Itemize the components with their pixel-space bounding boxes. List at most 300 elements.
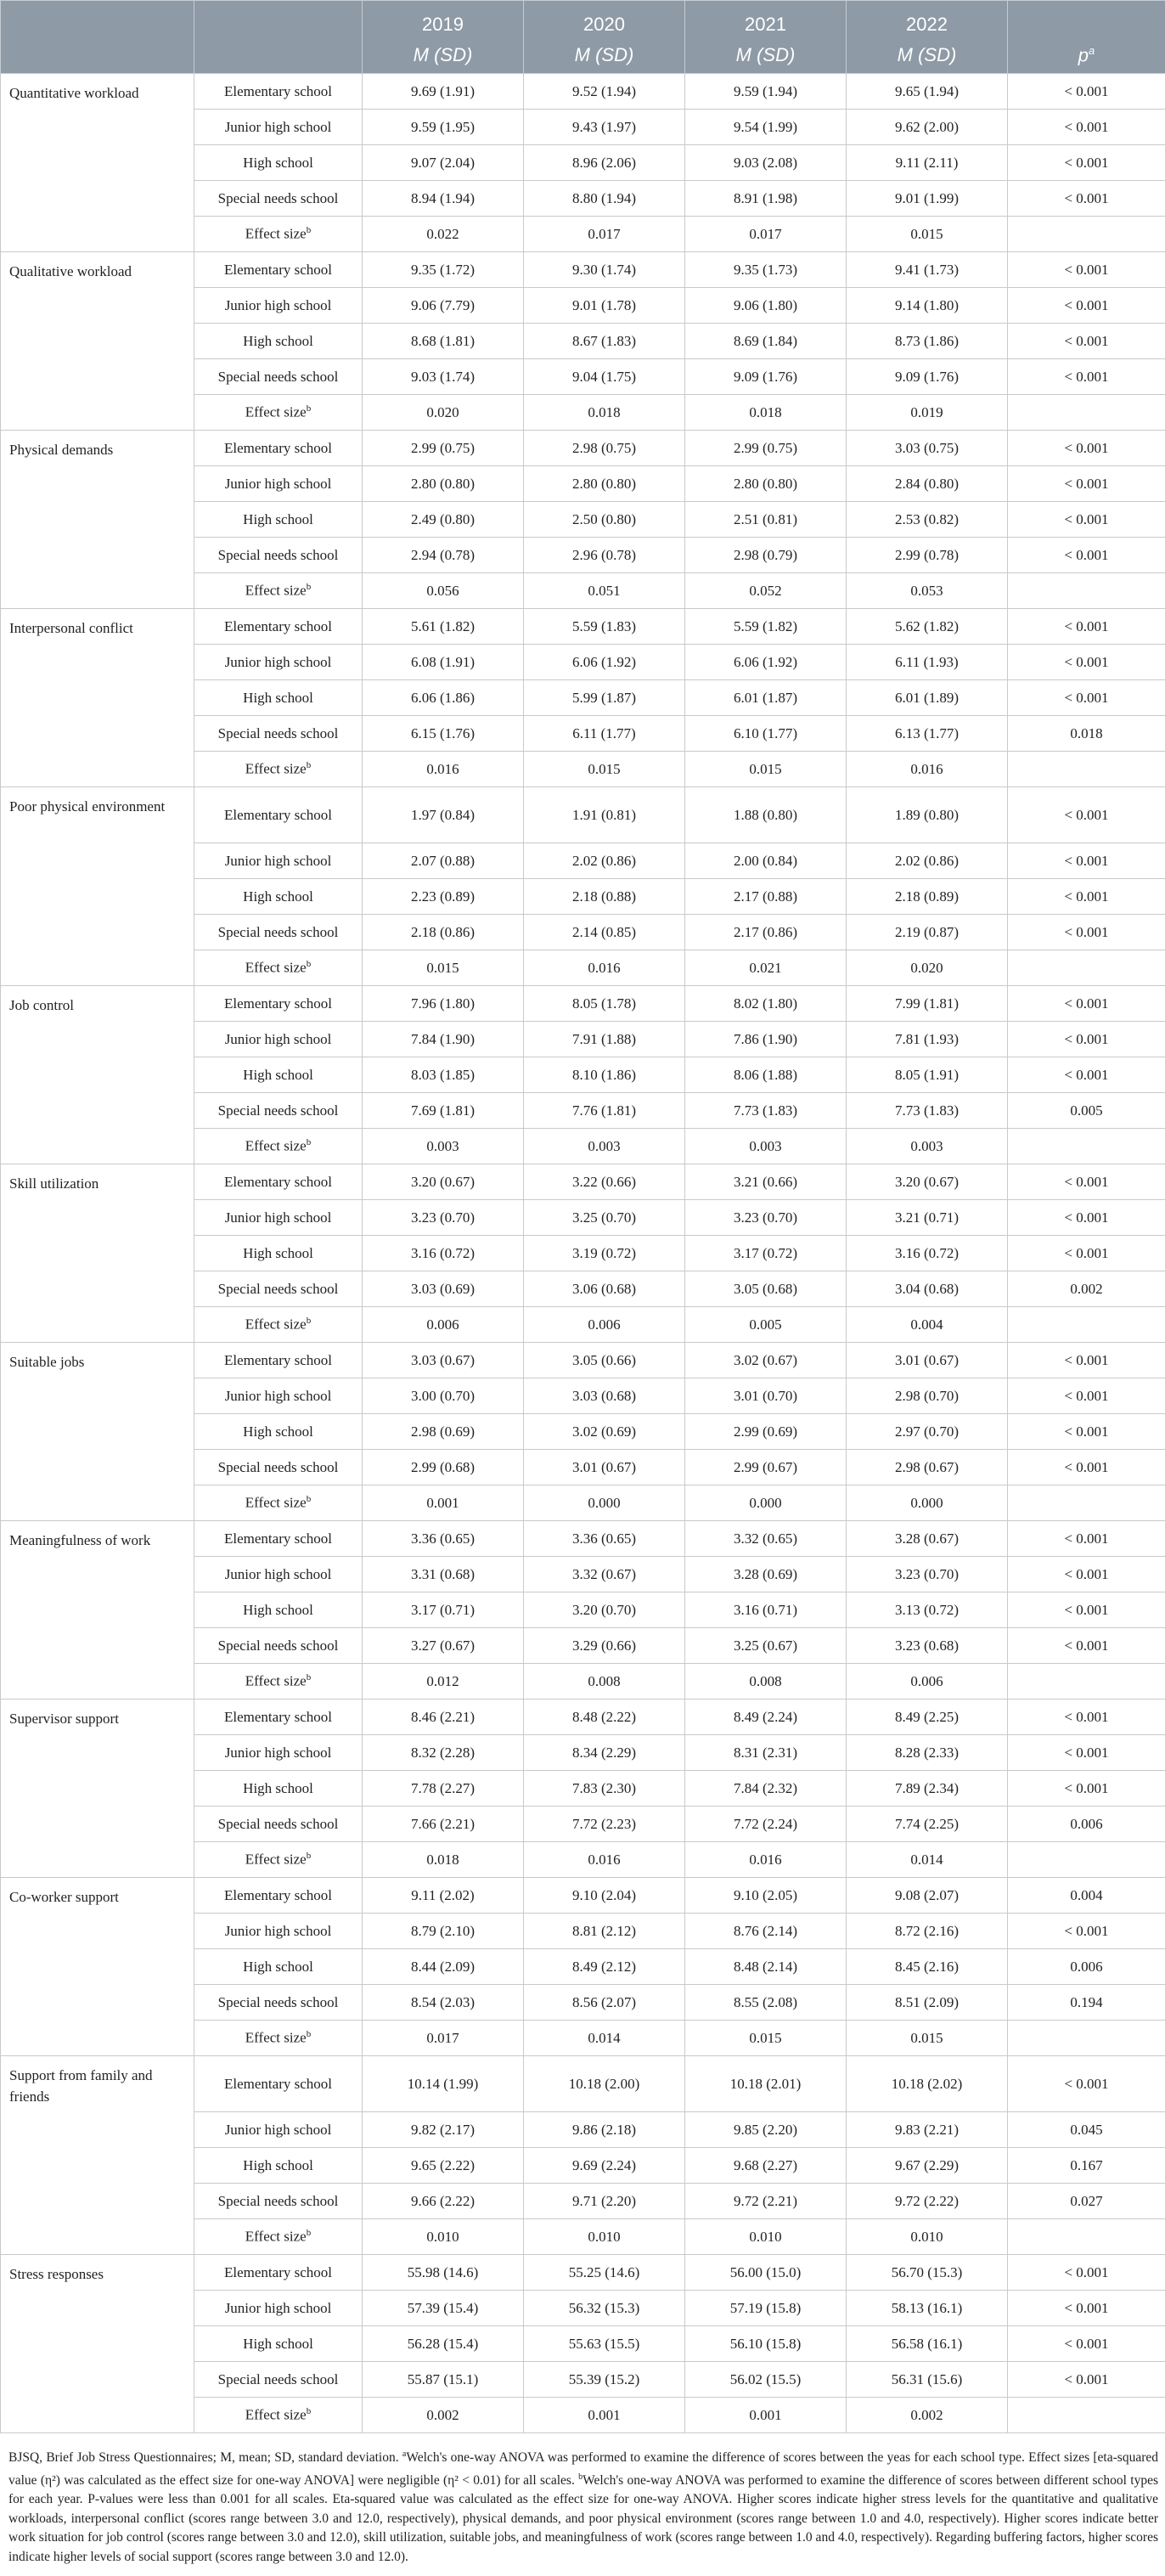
effect-size-cell: 0.017 [685,217,847,252]
effect-size-text: Effect size [245,1672,307,1689]
mean-sd-cell: 2.80 (0.80) [524,466,685,502]
school-type: Special needs school [194,716,363,752]
mean-sd-cell: 8.76 (2.14) [685,1914,847,1949]
school-type: Elementary school [194,1343,363,1378]
school-type: Elementary school [194,1878,363,1914]
header-blank [1008,1,1165,38]
header-blank [1,37,194,74]
scale-name: Support from family and friends [1,2056,194,2255]
mean-sd-cell: 8.10 (1.86) [524,1057,685,1093]
mean-sd-cell: 10.18 (2.01) [685,2056,847,2112]
empty-cell [1008,1842,1165,1878]
footnote-b: Welch's one-way ANOVA was performed to examine the difference of scores between different school types for each year. P-values were less than 0.001 for all scales. Eta-squared value was calculated as the effect size for one-way ANOVA. Higher scores indicate higher stress levels for the quantitative and qualitative workloads, interpersonal conflict (scores range between 3.0 and 12.0, respectively), physical demands, and poor physical environment (scores range between 1.0 and 4.0, respectively). Higher scores indicate better work situation for job control (scores range between 3.0 and 12.0), skill utilization, suitable jobs, and meaningfulness of work (scores range between 1.0 and 4.0, respectively). Regarding buffering factors, higher scores indicate higher levels of social support (scores range between 3.0 and 12.0). [8,2472,1158,2564]
mean-sd-cell: 2.07 (0.88) [363,843,524,879]
mean-sd-cell: 2.99 (0.75) [685,431,847,466]
p-value-cell: < 0.001 [1008,252,1165,288]
mean-sd-cell: 8.80 (1.94) [524,181,685,217]
mean-sd-cell: 8.68 (1.81) [363,324,524,359]
p-value-cell: < 0.001 [1008,110,1165,145]
mean-sd-cell: 8.31 (2.31) [685,1735,847,1771]
mean-sd-cell: 7.84 (1.90) [363,1022,524,1057]
mean-sd-cell: 5.99 (1.87) [524,680,685,716]
mean-sd-cell: 8.67 (1.83) [524,324,685,359]
mean-sd-cell: 3.05 (0.66) [524,1343,685,1378]
mean-sd-cell: 56.28 (15.4) [363,2326,524,2362]
school-type: Special needs school [194,1628,363,1664]
mean-sd-cell: 2.97 (0.70) [847,1414,1008,1450]
mean-sd-cell: 8.72 (2.16) [847,1914,1008,1949]
scale-name: Poor physical environment [1,787,194,986]
table-footnote [0,2433,1165,2567]
mean-sd-cell: 8.94 (1.94) [363,181,524,217]
mean-sd-cell: 1.88 (0.80) [685,787,847,843]
mean-sd-cell: 9.09 (1.76) [847,359,1008,395]
school-type: High school [194,1771,363,1807]
mean-sd-cell: 9.14 (1.80) [847,288,1008,324]
p-value-cell: < 0.001 [1008,1164,1165,1200]
mean-sd-cell: 2.51 (0.81) [685,502,847,538]
header-year: 2021 [685,1,847,38]
effect-size-label [194,2398,363,2433]
mean-sd-cell: 3.01 (0.67) [524,1450,685,1485]
school-type: High school [194,502,363,538]
effect-size-cell: 0.020 [847,950,1008,986]
mean-sd-cell: 55.39 (15.2) [524,2362,685,2398]
mean-sd-cell: 9.59 (1.94) [685,74,847,110]
mean-sd-cell: 9.11 (2.11) [847,145,1008,181]
mean-sd-cell: 6.01 (1.87) [685,680,847,716]
mean-sd-cell: 3.28 (0.69) [685,1557,847,1592]
mean-sd-cell: 2.23 (0.89) [363,879,524,915]
mean-sd-cell: 9.03 (1.74) [363,359,524,395]
school-type: Junior high school [194,110,363,145]
mean-sd-cell: 3.02 (0.69) [524,1414,685,1450]
school-type: Elementary school [194,1521,363,1557]
mean-sd-cell: 9.82 (2.17) [363,2112,524,2148]
p-value-cell: 0.006 [1008,1949,1165,1985]
mean-sd-cell: 2.00 (0.84) [685,843,847,879]
effect-size-sup: b [306,582,312,593]
school-type: Special needs school [194,915,363,950]
effect-size-sup: b [306,760,312,771]
effect-size-text: Effect size [245,582,307,599]
school-type: Elementary school [194,2255,363,2291]
effect-size-cell: 0.015 [847,2021,1008,2056]
mean-sd-cell: 8.55 (2.08) [685,1985,847,2021]
p-value-cell: < 0.001 [1008,2326,1165,2362]
p-value-cell: < 0.001 [1008,986,1165,1022]
effect-size-text: Effect size [245,2029,307,2046]
mean-sd-cell: 9.69 (1.91) [363,74,524,110]
effect-size-cell: 0.056 [363,573,524,609]
mean-sd-cell: 3.03 (0.68) [524,1378,685,1414]
mean-sd-cell: 56.70 (15.3) [847,2255,1008,2291]
table-row [1,787,1165,843]
effect-size-label [194,752,363,787]
mean-sd-cell: 2.19 (0.87) [847,915,1008,950]
mean-sd-cell: 3.16 (0.72) [363,1236,524,1271]
mean-sd-cell: 9.83 (2.21) [847,2112,1008,2148]
effect-size-cell: 0.022 [363,217,524,252]
mean-sd-cell: 9.85 (2.20) [685,2112,847,2148]
mean-sd-cell: 7.66 (2.21) [363,1807,524,1842]
effect-size-cell: 0.006 [524,1307,685,1343]
effect-size-sup: b [306,225,312,236]
school-type: Elementary school [194,986,363,1022]
mean-sd-cell: 9.52 (1.94) [524,74,685,110]
mean-sd-cell: 3.21 (0.66) [685,1164,847,1200]
scale-name: Qualitative workload [1,252,194,431]
school-type: High school [194,680,363,716]
mean-sd-cell: 9.06 (7.79) [363,288,524,324]
effect-size-label [194,1664,363,1699]
school-type: Junior high school [194,1735,363,1771]
mean-sd-cell: 9.06 (1.80) [685,288,847,324]
effect-size-cell: 0.015 [685,2021,847,2056]
scale-name: Supervisor support [1,1699,194,1878]
school-type: Junior high school [194,2291,363,2326]
effect-size-cell: 0.021 [685,950,847,986]
mean-sd-cell: 9.35 (1.73) [685,252,847,288]
mean-sd-cell: 6.11 (1.93) [847,645,1008,680]
mean-sd-cell: 3.29 (0.66) [524,1628,685,1664]
p-value-cell: < 0.001 [1008,359,1165,395]
p-value-cell: < 0.001 [1008,1343,1165,1378]
mean-sd-cell: 6.08 (1.91) [363,645,524,680]
effect-size-sup: b [306,2228,312,2239]
mean-sd-cell: 7.72 (2.23) [524,1807,685,1842]
mean-sd-cell: 8.96 (2.06) [524,145,685,181]
mean-sd-cell: 7.69 (1.81) [363,1093,524,1129]
header-p [1008,37,1165,74]
effect-size-label [194,1307,363,1343]
school-type: Special needs school [194,2184,363,2219]
mean-sd-cell: 8.44 (2.09) [363,1949,524,1985]
p-value-cell: < 0.001 [1008,1200,1165,1236]
mean-sd-cell: 3.25 (0.67) [685,1628,847,1664]
school-type: Special needs school [194,1807,363,1842]
mean-sd-cell: 10.14 (1.99) [363,2056,524,2112]
mean-sd-cell: 3.31 (0.68) [363,1557,524,1592]
scale-name: Quantitative workload [1,74,194,252]
effect-size-cell: 0.006 [847,1664,1008,1699]
effect-size-sup: b [306,2029,312,2040]
mean-sd-cell: 1.91 (0.81) [524,787,685,843]
mean-sd-cell: 3.20 (0.67) [363,1164,524,1200]
school-type: Junior high school [194,466,363,502]
mean-sd-cell: 9.04 (1.75) [524,359,685,395]
school-type: Junior high school [194,1200,363,1236]
effect-size-cell: 0.001 [363,1485,524,1521]
effect-size-sup: b [306,1316,312,1327]
header-stat: M (SD) [524,37,685,74]
mean-sd-cell: 2.94 (0.78) [363,538,524,573]
header-blank [1,1,194,38]
school-type: High school [194,1949,363,1985]
header-p-sup: a [1089,43,1095,57]
mean-sd-cell: 3.00 (0.70) [363,1378,524,1414]
mean-sd-cell: 3.32 (0.67) [524,1557,685,1592]
empty-cell [1008,217,1165,252]
effect-size-cell: 0.002 [847,2398,1008,2433]
mean-sd-cell: 1.89 (0.80) [847,787,1008,843]
school-type: Special needs school [194,1985,363,2021]
mean-sd-cell: 58.13 (16.1) [847,2291,1008,2326]
mean-sd-cell: 9.09 (1.76) [685,359,847,395]
mean-sd-cell: 56.00 (15.0) [685,2255,847,2291]
table-header [1,1,1165,74]
mean-sd-cell: 3.23 (0.70) [685,1200,847,1236]
scale-name: Physical demands [1,431,194,609]
effect-size-text: Effect size [245,760,307,777]
scale-name: Meaningfulness of work [1,1521,194,1699]
mean-sd-cell: 7.78 (2.27) [363,1771,524,1807]
mean-sd-cell: 8.73 (1.86) [847,324,1008,359]
school-type: Elementary school [194,1699,363,1735]
school-type: Special needs school [194,1093,363,1129]
mean-sd-cell: 3.25 (0.70) [524,1200,685,1236]
p-value-cell: < 0.001 [1008,1771,1165,1807]
mean-sd-cell: 8.28 (2.33) [847,1735,1008,1771]
mean-sd-cell: 3.21 (0.71) [847,1200,1008,1236]
effect-size-label [194,2219,363,2255]
effect-size-text: Effect size [245,1851,307,1868]
mean-sd-cell: 2.98 (0.70) [847,1378,1008,1414]
effect-size-sup: b [306,1851,312,1862]
effect-size-cell: 0.017 [363,2021,524,2056]
p-value-cell: < 0.001 [1008,324,1165,359]
effect-size-cell: 0.003 [847,1129,1008,1164]
mean-sd-cell: 3.36 (0.65) [363,1521,524,1557]
mean-sd-cell: 2.98 (0.75) [524,431,685,466]
empty-cell [1008,1129,1165,1164]
p-value-cell: < 0.001 [1008,1592,1165,1628]
mean-sd-cell: 6.15 (1.76) [363,716,524,752]
mean-sd-cell: 3.06 (0.68) [524,1271,685,1307]
effect-size-text: Effect size [245,403,307,420]
mean-sd-cell: 3.01 (0.67) [847,1343,1008,1378]
effect-size-cell: 0.010 [685,2219,847,2255]
mean-sd-cell: 2.98 (0.79) [685,538,847,573]
empty-cell [1008,1307,1165,1343]
effect-size-cell: 0.003 [363,1129,524,1164]
header-year: 2019 [363,1,524,38]
mean-sd-cell: 7.91 (1.88) [524,1022,685,1057]
effect-size-text: Effect size [245,1494,307,1511]
effect-size-label [194,217,363,252]
effect-size-cell: 0.015 [524,752,685,787]
effect-size-cell: 0.003 [685,1129,847,1164]
mean-sd-cell: 5.62 (1.82) [847,609,1008,645]
mean-sd-cell: 9.72 (2.22) [847,2184,1008,2219]
effect-size-sup: b [306,1137,312,1148]
p-value-cell: < 0.001 [1008,1914,1165,1949]
mean-sd-cell: 3.04 (0.68) [847,1271,1008,1307]
empty-cell [1008,2219,1165,2255]
p-value-cell: 0.045 [1008,2112,1165,2148]
mean-sd-cell: 55.63 (15.5) [524,2326,685,2362]
empty-cell [1008,752,1165,787]
mean-sd-cell: 9.71 (2.20) [524,2184,685,2219]
effect-size-cell: 0.019 [847,395,1008,431]
p-value-cell: < 0.001 [1008,466,1165,502]
effect-size-text: Effect size [245,1316,307,1333]
p-value-cell: < 0.001 [1008,145,1165,181]
school-type: Elementary school [194,431,363,466]
p-value-cell: 0.005 [1008,1093,1165,1129]
p-value-cell: < 0.001 [1008,431,1165,466]
p-value-cell: < 0.001 [1008,1414,1165,1450]
empty-cell [1008,1664,1165,1699]
table-row [1,1164,1165,1200]
effect-size-cell: 0.016 [847,752,1008,787]
mean-sd-cell: 9.68 (2.27) [685,2148,847,2184]
mean-sd-cell: 2.17 (0.88) [685,879,847,915]
p-value-cell: 0.004 [1008,1878,1165,1914]
mean-sd-cell: 10.18 (2.02) [847,2056,1008,2112]
effect-size-cell: 0.018 [524,395,685,431]
mean-sd-cell: 8.49 (2.25) [847,1699,1008,1735]
mean-sd-cell: 7.89 (2.34) [847,1771,1008,1807]
p-value-cell: < 0.001 [1008,1236,1165,1271]
mean-sd-cell: 7.99 (1.81) [847,986,1008,1022]
mean-sd-cell: 7.96 (1.80) [363,986,524,1022]
effect-size-text: Effect size [245,225,307,242]
p-value-cell: < 0.001 [1008,2255,1165,2291]
school-type: Junior high school [194,288,363,324]
mean-sd-cell: 8.49 (2.12) [524,1949,685,1985]
mean-sd-cell: 9.69 (2.24) [524,2148,685,2184]
p-value-cell: < 0.001 [1008,879,1165,915]
school-type: Elementary school [194,609,363,645]
school-type: Special needs school [194,538,363,573]
effect-size-cell: 0.016 [363,752,524,787]
p-value-cell: < 0.001 [1008,181,1165,217]
effect-size-cell: 0.016 [524,1842,685,1878]
mean-sd-cell: 8.03 (1.85) [363,1057,524,1093]
school-type: High school [194,1236,363,1271]
mean-sd-cell: 9.59 (1.95) [363,110,524,145]
effect-size-sup: b [306,1672,312,1683]
footnote-a: Welch's one-way ANOVA was performed to examine the difference of scores between the yeas for each school type. Effect sizes [eta-squared value (η²) was calculated as the effect size for one-way ANOVA] were negligible (η² < 0.01) for all scales. [8,2450,1158,2488]
p-value-cell: < 0.001 [1008,787,1165,843]
effect-size-cell: 0.010 [847,2219,1008,2255]
mean-sd-cell: 3.03 (0.75) [847,431,1008,466]
effect-size-label [194,573,363,609]
p-value-cell: < 0.001 [1008,1057,1165,1093]
school-type: High school [194,879,363,915]
effect-size-cell: 0.018 [363,1842,524,1878]
mean-sd-cell: 8.49 (2.24) [685,1699,847,1735]
mean-sd-cell: 2.84 (0.80) [847,466,1008,502]
mean-sd-cell: 9.10 (2.04) [524,1878,685,1914]
effect-size-cell: 0.051 [524,573,685,609]
mean-sd-cell: 55.98 (14.6) [363,2255,524,2291]
p-value-cell: 0.006 [1008,1807,1165,1842]
empty-cell [1008,2398,1165,2433]
school-type: Junior high school [194,1022,363,1057]
header-year: 2020 [524,1,685,38]
effect-size-label [194,950,363,986]
effect-size-cell: 0.015 [685,752,847,787]
effect-size-cell: 0.015 [363,950,524,986]
mean-sd-cell: 2.80 (0.80) [363,466,524,502]
p-value-cell: 0.194 [1008,1985,1165,2021]
school-type: Special needs school [194,2362,363,2398]
mean-sd-cell: 9.10 (2.05) [685,1878,847,1914]
effect-size-sup: b [306,403,312,414]
mean-sd-cell: 2.18 (0.86) [363,915,524,950]
mean-sd-cell: 3.16 (0.72) [847,1236,1008,1271]
footnote-marker-a: a [402,2449,407,2459]
effect-size-cell: 0.005 [685,1307,847,1343]
header-stat: M (SD) [847,37,1008,74]
mean-sd-cell: 2.99 (0.69) [685,1414,847,1450]
effect-size-cell: 0.001 [685,2398,847,2433]
mean-sd-cell: 6.06 (1.92) [685,645,847,680]
effect-size-cell: 0.001 [524,2398,685,2433]
p-value-cell: < 0.001 [1008,1022,1165,1057]
mean-sd-cell: 3.20 (0.67) [847,1164,1008,1200]
mean-sd-cell: 7.72 (2.24) [685,1807,847,1842]
empty-cell [1008,573,1165,609]
table-row [1,2056,1165,2112]
effect-size-cell: 0.006 [363,1307,524,1343]
table-row [1,2255,1165,2291]
mean-sd-cell: 8.32 (2.28) [363,1735,524,1771]
table-row [1,609,1165,645]
school-type: Junior high school [194,1378,363,1414]
p-value-cell: < 0.001 [1008,2291,1165,2326]
mean-sd-cell: 8.48 (2.22) [524,1699,685,1735]
effect-size-cell: 0.016 [685,1842,847,1878]
p-value-cell: < 0.001 [1008,843,1165,879]
footnote-marker-b: b [578,2472,583,2482]
header-year: 2022 [847,1,1008,38]
p-value-cell: < 0.001 [1008,2056,1165,2112]
mean-sd-cell: 6.01 (1.89) [847,680,1008,716]
school-type: Special needs school [194,359,363,395]
p-value-cell: < 0.001 [1008,645,1165,680]
table-body [1,74,1165,2433]
effect-size-cell: 0.020 [363,395,524,431]
mean-sd-cell: 8.69 (1.84) [685,324,847,359]
mean-sd-cell: 3.32 (0.65) [685,1521,847,1557]
mean-sd-cell: 3.13 (0.72) [847,1592,1008,1628]
p-value-cell: < 0.001 [1008,915,1165,950]
mean-sd-cell: 2.53 (0.82) [847,502,1008,538]
scale-name: Interpersonal conflict [1,609,194,787]
mean-sd-cell: 2.14 (0.85) [524,915,685,950]
mean-sd-cell: 8.05 (1.78) [524,986,685,1022]
p-value-cell: 0.002 [1008,1271,1165,1307]
mean-sd-cell: 3.20 (0.70) [524,1592,685,1628]
effect-size-cell: 0.018 [685,395,847,431]
school-type: Junior high school [194,1914,363,1949]
p-value-cell: < 0.001 [1008,680,1165,716]
mean-sd-cell: 2.02 (0.86) [524,843,685,879]
mean-sd-cell: 7.76 (1.81) [524,1093,685,1129]
mean-sd-cell: 7.86 (1.90) [685,1022,847,1057]
mean-sd-cell: 2.98 (0.67) [847,1450,1008,1485]
school-type: High school [194,1414,363,1450]
header-stat: M (SD) [685,37,847,74]
mean-sd-cell: 8.51 (2.09) [847,1985,1008,2021]
effect-size-cell: 0.052 [685,573,847,609]
mean-sd-cell: 2.17 (0.86) [685,915,847,950]
p-value-cell: < 0.001 [1008,538,1165,573]
effect-size-sup: b [306,2406,312,2417]
